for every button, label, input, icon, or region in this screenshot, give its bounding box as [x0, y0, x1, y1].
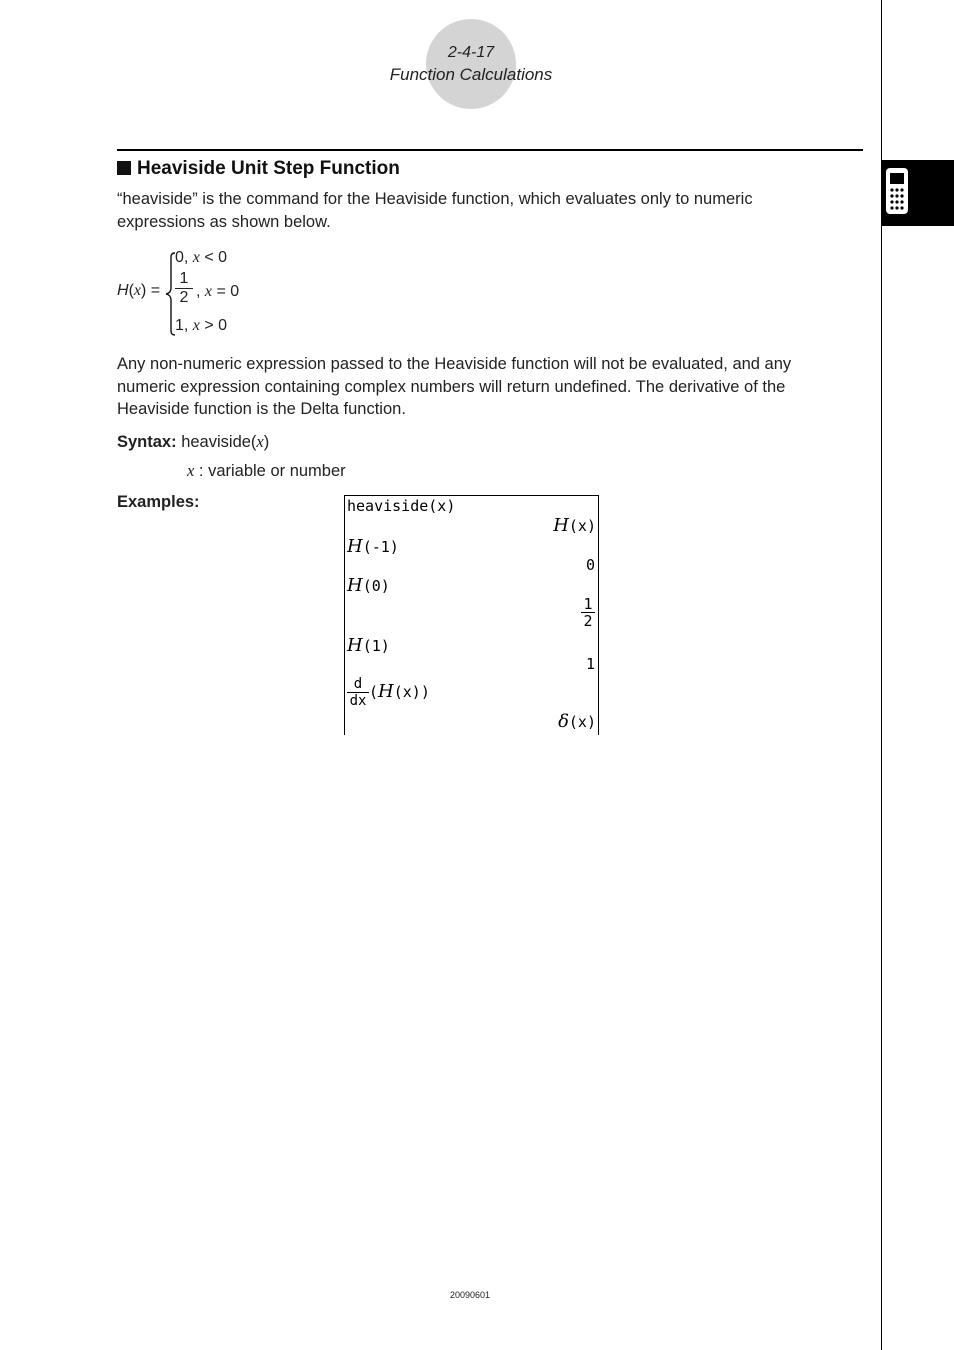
description-line: Heaviside function is the Delta function.: [117, 400, 406, 418]
screen-output-5: δ(x): [558, 711, 596, 732]
calculator-icon: [882, 160, 954, 226]
section-heading: [117, 158, 400, 180]
section-rule: [117, 149, 863, 151]
description-line: Any non-numeric expression passed to the Heaviside function will not be evaluated, and any: [117, 355, 792, 373]
calculator-screen: [344, 495, 599, 735]
screen-output-4: 1: [585, 655, 595, 673]
syntax-line: Syntax: heaviside(x): [117, 432, 270, 451]
screen-input-1: heaviside(x): [347, 497, 456, 515]
screen-input-2: H(-1): [347, 536, 399, 557]
page-number-circle: [426, 19, 516, 109]
syntax-command: heaviside(: [181, 433, 257, 451]
intro-paragraph: [117, 188, 753, 233]
syntax-parameter: x : variable or number: [187, 461, 346, 480]
description-paragraph: [117, 353, 791, 421]
screen-output-3: 1 2: [581, 596, 595, 629]
formula-lhs: H(x) =: [117, 282, 161, 299]
description-line: numeric expression containing complex numbers will return undefined. The derivative of the: [117, 377, 786, 396]
screen-input-5: (H(x)): [369, 681, 430, 702]
heaviside-formula: [117, 249, 277, 339]
footer-code: 20090601: [449, 1290, 491, 1300]
page-number: 2-4-17: [447, 44, 495, 61]
syntax-arg: x: [256, 432, 264, 451]
screen-output-1: H(x): [553, 515, 596, 536]
chapter-title: Function Calculations: [389, 65, 553, 84]
case-negative: 0, x < 0: [175, 249, 228, 266]
syntax-label: Syntax:: [117, 433, 177, 451]
section-title: Heaviside Unit Step Function: [137, 158, 400, 179]
screen-input-4: H(1): [347, 635, 390, 656]
screen-derivative-operator: d dx: [347, 676, 369, 709]
screen-output-2: 0: [585, 556, 595, 574]
intro-line: “heaviside” is the command for the Heaviside function, which evaluates only to numeric: [117, 190, 753, 208]
case-zero-fraction: 1 2: [175, 270, 193, 307]
square-bullet-icon: [117, 161, 131, 175]
examples-label: Examples:: [117, 493, 200, 511]
screen-input-3: H(0): [347, 575, 390, 596]
intro-line: expressions as shown below.: [117, 212, 331, 231]
case-positive: 1, x > 0: [175, 317, 228, 334]
case-zero: , x = 0: [196, 283, 240, 300]
chapter-tab: [882, 160, 954, 226]
